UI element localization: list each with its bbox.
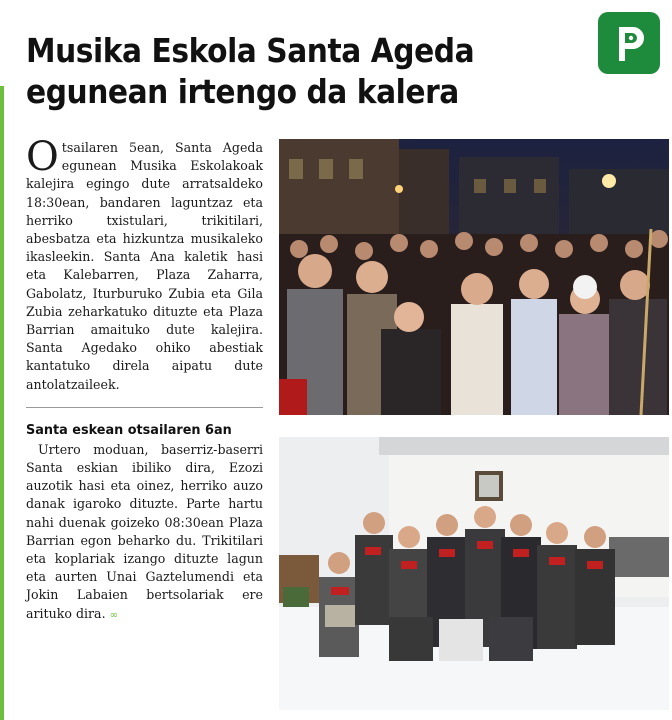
headline: Musika Eskola Santa Ageda egunean irtengo da kalera [26, 31, 475, 111]
article-paragraph-2 [26, 441, 263, 625]
procession-photo [279, 139, 669, 415]
section-divider [26, 407, 263, 408]
p-logo-icon [607, 21, 651, 65]
publication-logo [598, 12, 660, 74]
article-body-1: tsailaren 5ean, Santa Ageda egunean Musika Eskolakoak kalejira egingo dute arratsaldeko 18:30ean, bandaren laguntzaz eta herriko txistulari, trikitilari, abesbatza eta hizkuntza musikaleko ikasleekin. Santa Ana kaletik hasi eta Kalebarren, Plaza Zaharra, Gabolatz, Iturburuko Zubia eta Gila Zubia zeharkatuko dituzte eta Plaza Barrian amaituko dute kalejira. Santa Agedako ohiko abestiak kantatuko direla aipatu dute antolatzaileek. [26, 140, 263, 392]
article-paragraph-1 [26, 134, 263, 394]
end-mark-icon: ∞ [109, 609, 118, 621]
article-body-2: Urtero moduan, baserriz-baserri Santa eskian ibiliko dira, Ezozi auzotik hasi eta oinez, herriko auzo danak igaroko dituzte. Parte hartu nahi duenak goizeko 08:30ean Plaza Barrian egon beharko du. Trikitilari eta koplariak izango dituzte lagun eta aurten Unai Gaztelumendi eta Jokin Labaien bertsolariak ere arituko dira. [26, 441, 263, 621]
subheading: Santa eskean otsailaren 6an [26, 421, 232, 438]
text-column [26, 134, 263, 625]
group-snow-photo [279, 437, 669, 710]
drop-cap: O [26, 134, 59, 180]
accent-bar [0, 86, 4, 720]
